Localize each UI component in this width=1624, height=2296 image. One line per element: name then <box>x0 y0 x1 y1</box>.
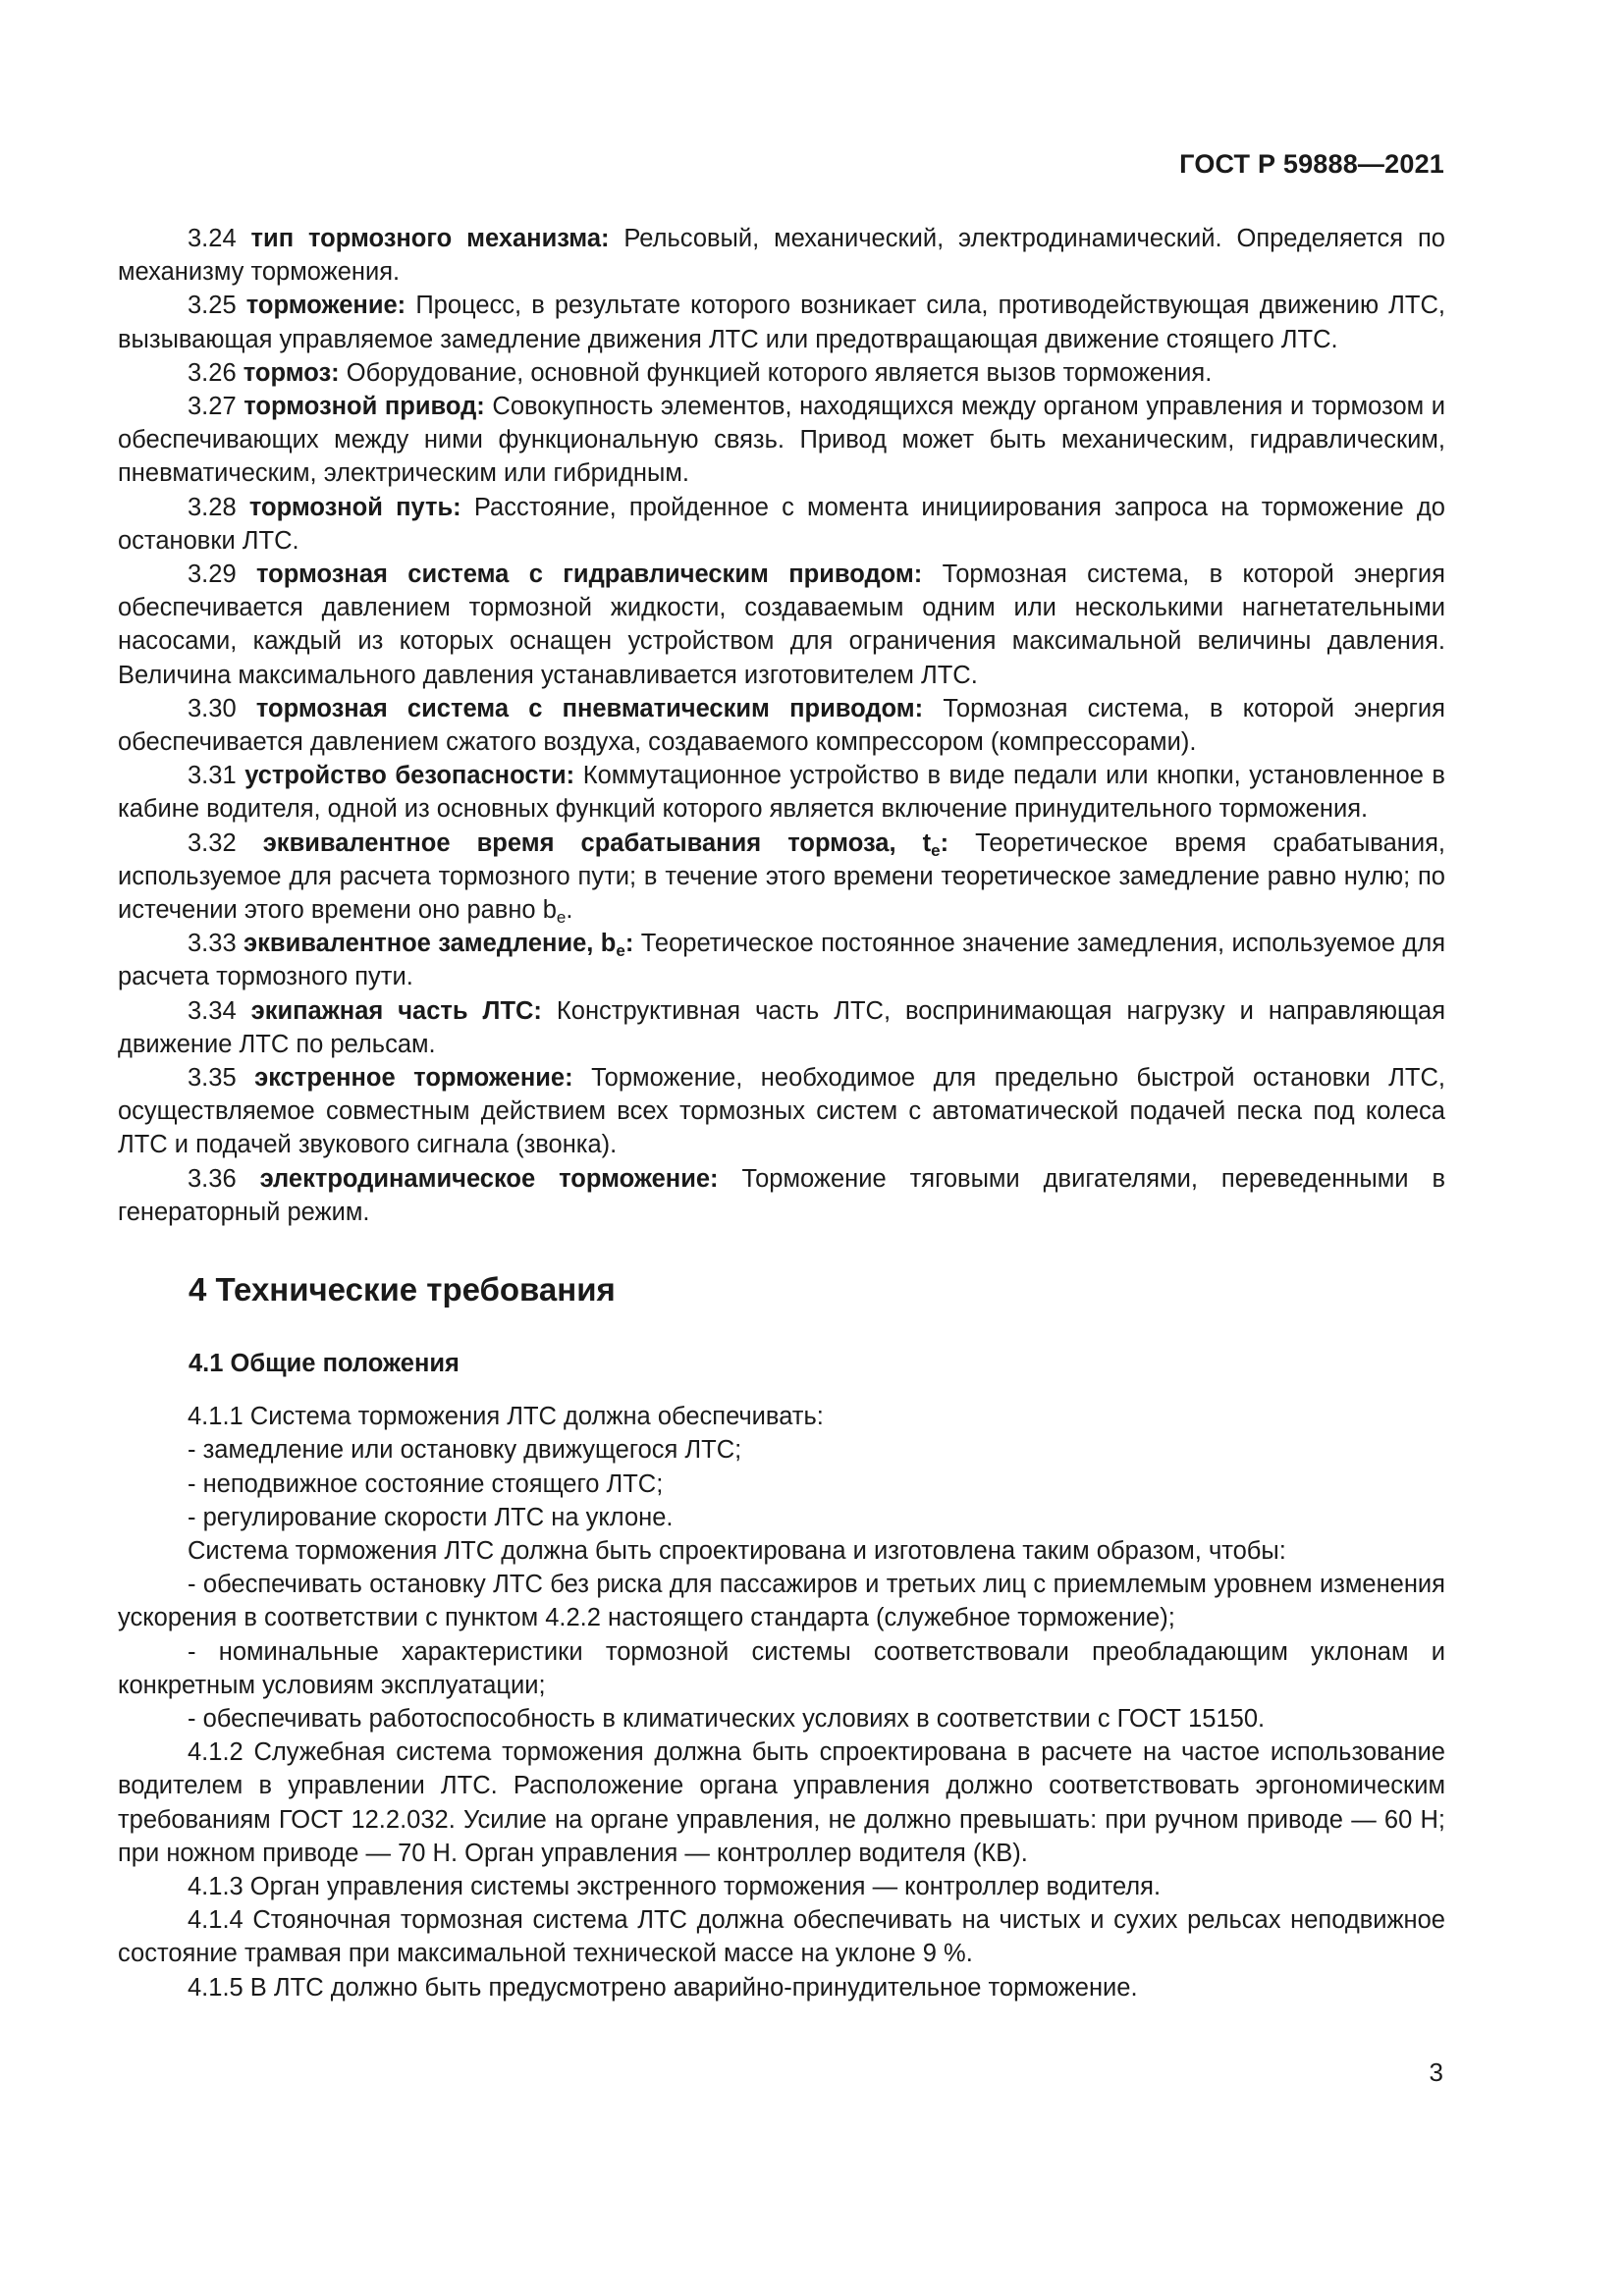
definition-3-33 <box>118 927 1445 993</box>
paragraph-4-1-4: 4.1.4 Стояночная тормозная система ЛТС должна обеспечивать на чистых и сухих рельсах неподвижное состояние трамвая при максимальной технической массе на уклоне 9 %. <box>118 1906 1445 1968</box>
document-body <box>118 222 1445 2004</box>
definition-term: экстренное торможение: <box>254 1064 573 1093</box>
definition-text: Торможение, необходимое для предельно быстрой остановки ЛТС, осуществляемое совместным действием всех тормозных систем с автоматической подачей песка под колеса ЛТС и подачей звукового сигнала (звонка). <box>118 1064 1445 1159</box>
definition-term: торможение: <box>245 292 406 320</box>
definition-text: Тормозная система, в которой энергия обеспечивается давлением тормозной жидкости, создаваемым одним или несколькими нагнетательными насосами, каждый из которых оснащен устройством для ограничения максимальной величины давления. Величина максимального давления устанавливается изготовителем ЛТС. <box>118 561 1445 689</box>
list-item: - обеспечивать остановку ЛТС без риска для пассажиров и третьих лиц с приемлемым уровнем изменения ускорения в соответствии с пунктом 4.2.2 настоящего стандарта (служебное торможение); <box>118 1571 1445 1632</box>
section-heading: 4 Технические требования <box>189 1271 616 1308</box>
definition-number: 3.27 <box>188 393 237 421</box>
definition-3-26 <box>118 356 1445 390</box>
definition-3-32 <box>118 827 1445 928</box>
definition-text: Коммутационное устройство в виде педали или кнопки, установленное в кабине водителя, одной из основных функций которого является включение принудительного торможения. <box>118 762 1445 824</box>
definition-term: эквивалентное время срабатывания тормоза, $t_e$: <box>262 828 949 860</box>
definition-3-24 <box>118 222 1445 289</box>
definition-3-36 <box>118 1162 1445 1229</box>
definition-number: 3.36 <box>188 1164 237 1193</box>
definition-text: Торможение тяговыми двигателями, переведенными в генераторный режим. <box>118 1164 1445 1226</box>
definition-term: тормозная система с пневматическим приводом: <box>255 694 924 722</box>
definition-term: тормозная система с гидравлическим приводом: <box>256 561 923 589</box>
definition-text: Тормозная система, в которой энергия обеспечивается давлением сжатого воздуха, создаваемого компрессором (компрессорами). <box>118 694 1445 757</box>
definition-number: 3.24 <box>188 225 237 252</box>
definition-text: Процесс, в результате которого возникает сила, противодействующая движению ЛТС, вызывающая управляемое замедление движения ЛТС или предотвращающая движение стоящего ЛТС. <box>118 292 1445 353</box>
definition-number: 3.33 <box>188 930 237 958</box>
definition-number: 3.35 <box>188 1064 237 1093</box>
list-item: - номинальные характеристики тормозной системы соответствовали преобладающим уклонам и конкретным условиям эксплуатации; <box>118 1637 1445 1699</box>
definition-number: 3.31 <box>188 762 237 790</box>
definition-number: 3.34 <box>188 996 237 1025</box>
definition-text: Рельсовый, механический, электродинамический. Определяется по механизму торможения. <box>118 225 1445 287</box>
definition-3-34 <box>118 994 1445 1061</box>
definition-text: Оборудование, основной функцией которого является вызов торможения. <box>346 358 1213 387</box>
definition-term: тормоз: <box>243 358 340 387</box>
definition-3-28 <box>118 491 1445 558</box>
definition-term: устройство безопасности: <box>244 762 575 790</box>
definition-number: 3.26 <box>188 358 237 387</box>
definition-number: 3.32 <box>188 828 237 857</box>
definition-number: 3.28 <box>188 493 237 521</box>
definition-text: Конструктивная часть ЛТС, воспринимающая нагрузку и направляющая движение ЛТС по рельсам. <box>118 996 1446 1058</box>
definition-text: Расстояние, пройденное с момента инициирования запроса на торможение до остановки ЛТС. <box>118 493 1445 555</box>
definition-term: тормозной привод: <box>244 393 485 421</box>
definition-3-35 <box>118 1061 1445 1162</box>
definition-text: Теоретическое постоянное значение замедления, используемое для расчета тормозного пути. <box>118 930 1446 991</box>
page-number: 3 <box>1429 2057 1443 2087</box>
definition-number: 3.29 <box>188 561 237 589</box>
definition-number: 3.25 <box>188 292 237 320</box>
definition-term: тип тормозного механизма: <box>250 225 610 252</box>
document-code: ГОСТ Р 59888—2021 <box>1179 149 1444 179</box>
definition-3-25 <box>118 289 1445 355</box>
definition-term: тормозной путь: <box>248 493 461 521</box>
definition-text: Теоретическое время срабатывания, используемое для расчета тормозного пути; в течение этого времени теоретическое замедление равно нулю; по истечении этого времени оно равно be. <box>118 828 1445 928</box>
definition-term: электродинамическое торможение: <box>259 1164 719 1193</box>
definition-text: Совокупность элементов, находящихся между органом управления и тормозом и обеспечивающих между ними функциональную связь. Привод может быть механическим, гидравлическим, пневматическим, электрическим или гибридным. <box>118 393 1445 488</box>
paragraph-4-1-1: 4.1.1 Система торможения ЛТС должна обеспечивать: <box>188 1403 824 1431</box>
paragraph: Система торможения ЛТС должна быть спроектирована и изготовлена таким образом, чтобы: <box>188 1536 1286 1565</box>
definition-3-27 <box>118 390 1445 491</box>
definition-number: 3.30 <box>188 694 237 722</box>
definition-term: экипажная часть ЛТС: <box>250 996 542 1025</box>
paragraph-4-1-2: 4.1.2 Служебная система торможения должна быть спроектирована в расчете на частое использование водителем в управлении ЛТС. Расположение органа управления должно соответствовать эргономическим требованиям ГОСТ 12.2.032. Усилие на органе управления, не должно превышать: при ручном приводе — 60 Н; при ножном приводе — 70 Н. Орган управления — контроллер водителя (КВ). <box>118 1738 1445 1867</box>
definition-3-29 <box>118 558 1445 692</box>
definition-3-30 <box>118 692 1445 759</box>
paragraph-4-1-5: 4.1.5 В ЛТС должно быть предусмотрено аварийно-принудительное торможение. <box>188 1973 1138 2002</box>
list-item: - неподвижное состояние стоящего ЛТС; <box>188 1469 664 1498</box>
definition-3-31 <box>118 759 1445 826</box>
list-item: - замедление или остановку движущегося ЛТС; <box>188 1436 742 1465</box>
subsection-heading: 4.1 Общие положения <box>189 1350 460 1378</box>
paragraph-4-1-3: 4.1.3 Орган управления системы экстренного торможения — контроллер водителя. <box>188 1872 1162 1900</box>
list-item: - обеспечивать работоспособность в климатических условиях в соответствии с ГОСТ 15150. <box>188 1704 1266 1733</box>
definition-term: эквивалентное замедление, $b_e$: <box>244 930 634 961</box>
list-item: - регулирование скорости ЛТС на уклоне. <box>188 1503 674 1531</box>
